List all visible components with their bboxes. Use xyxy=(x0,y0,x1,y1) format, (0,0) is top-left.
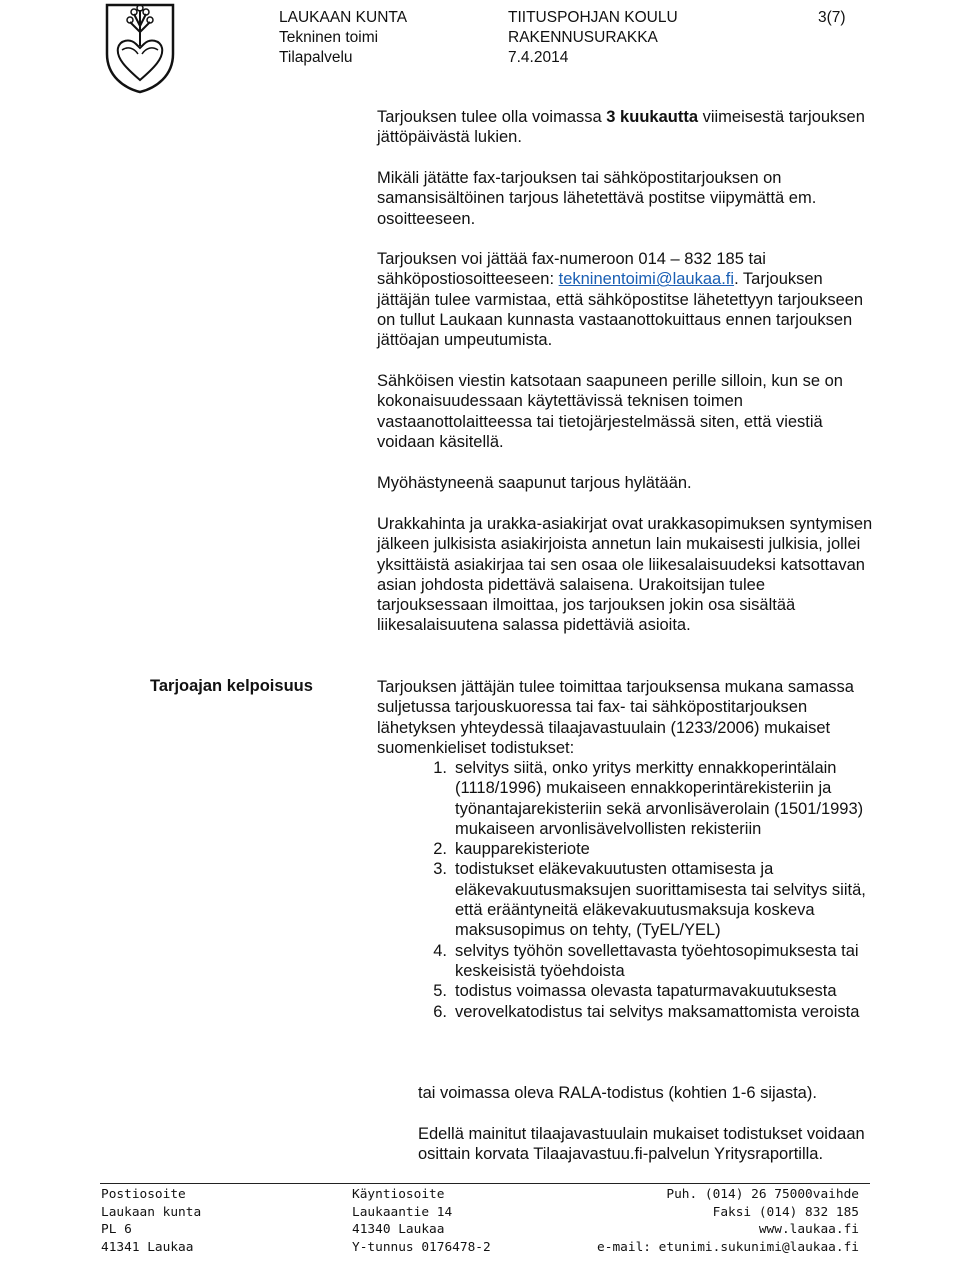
list-item: 3. todistukset eläkevakuutusten ottamisesta ja eläkevakuutusmaksujen suorittamisesta tai selvitys siitä, että erääntyneitä eläkevakuutusmaksuja koskeva maksusopimus on tehty, (TyEL/YEL) xyxy=(433,860,866,940)
certificate-list xyxy=(377,758,877,1022)
email-link[interactable]: tekninentoimi@laukaa.fi xyxy=(558,270,735,289)
list-item: 4. selvitys työhön sovellettavasta työehtosopimuksesta tai keskeisistä työehdoista xyxy=(433,941,859,980)
qualification-intro: Tarjouksen jättäjän tulee toimittaa tarjouksensa mukana samassa suljetussa tarjouskuoressa tai fax- tai sähköpostitarjouksen lähetyksen yhteydessä tilaajavastuulain (1233/2006) mukaiset suomenkieliset todistukset: xyxy=(377,678,854,757)
footer-website[interactable]: www.laukaa.fi xyxy=(758,1222,859,1237)
list-item: 1. selvitys siitä, onko yritys merkitty ennakkoperintälain (1118/1996) mukaiseen ennakkoperintärekisteriin ja työnantajarekisteriin sekä arvonlisäverolain (1501/1993) mukaiseen arvonlisävelvollisten rekisteriin xyxy=(433,759,864,838)
header-unit: Tilapalvelu xyxy=(279,49,353,66)
list-item: 5. todistus voimassa olevasta tapaturmavakuutuksesta xyxy=(433,982,837,1001)
confidentiality-paragraph: Urakkahinta ja urakka-asiakirjat ovat urakkasopimuksen syntymisen jälkeen julkisista asiakirjoista annetun lain mukaisesti julkisia, jollei yksittäistä asiakirjaa tai sen osaa ole liikesalaisuudeksi katsottavan asian johdosta pidettävä salaisena. Urakoitsijan tulee tarjouksessaan ilmoittaa, jos tarjouksen jokin osa sisältää liikesalaisuutena salassa pidettäviä asioita. xyxy=(377,515,873,635)
fax-email-paragraph: Mikäli jätätte fax-tarjouksen tai sähköpostitarjouksen on samansisältöinen tarjous lähetettävä postitse viipymättä em. osoitteeseen. xyxy=(377,169,817,228)
header-contract-type: RAKENNUSURAKKA xyxy=(508,29,658,46)
late-bid-paragraph: Myöhästyneenä saapunut tarjous hylätään. xyxy=(377,474,692,492)
footer-fax: Faksi (014) 832 185 xyxy=(712,1204,859,1220)
municipal-coat-of-arms-logo xyxy=(104,2,176,94)
list-item: 2. kaupparekisteriote xyxy=(433,840,590,859)
tilaajavastuu-note: Edellä mainitut tilaajavastuulain mukaiset todistukset voidaan osittain korvata Tilaajavastuu.fi-palvelun Yritysraportilla. xyxy=(418,1125,865,1164)
header-project-name: TIITUSPOHJAN KOULU xyxy=(508,9,678,26)
page-number: 3(7) xyxy=(818,9,846,26)
list-item: 6. verovelkatodistus tai selvitys maksamattomista veroista xyxy=(433,1002,860,1021)
footer-contact xyxy=(597,1186,859,1256)
header-project xyxy=(508,8,678,68)
header-organization xyxy=(279,8,407,68)
header-date: 7.4.2014 xyxy=(508,49,569,66)
header-org-name: LAUKAAN KUNTA xyxy=(279,9,408,26)
validity-paragraph: Tarjouksen tulee olla voimassa 3 kuukautta viimeisestä tarjouksen jättöpäivästä lukien. xyxy=(377,108,865,147)
footer-phone: Puh. (014) 26 75000vaihde xyxy=(666,1187,859,1202)
rala-note: tai voimassa oleva RALA-todistus (kohtien 1-6 sijasta). xyxy=(418,1084,817,1102)
footer-visiting-address: Käyntiosoite Laukaantie 14 41340 Laukaa Y-tunnus 0176478-2 xyxy=(352,1187,491,1255)
footer-postal-address: Postiosoite Laukaan kunta PL 6 41341 Laukaa xyxy=(101,1187,202,1255)
header-department: Tekninen toimi xyxy=(279,29,379,46)
submission-paragraph: Tarjouksen voi jättää fax-numeroon 014 – 832 185 tai sähköpostiosoitteeseen: tekninentoimi@laukaa.fi. Tarjouksen jättäjän tulee varmistaa, että sähköpostitse lähetettyyn tarjoukseen on tullut Laukaan kunnasta vastaanottokuittaus ennen tarjouksen jättöajan umpeutumista. xyxy=(377,250,864,350)
footer-divider xyxy=(100,1183,870,1184)
footer-email[interactable]: e-mail: etunimi.sukunimi@laukaa.fi xyxy=(597,1239,859,1255)
electronic-message-paragraph: Sähköisen viestin katsotaan saapuneen perille silloin, kun se on kokonaisuudessaan käytettävissä teknisen toimen vastaanottolaitteessa tai tietojärjestelmässä siten, että viestiä voidaan käsitellä. xyxy=(377,372,843,451)
validity-period: 3 kuukautta xyxy=(606,108,698,126)
section-heading: Tarjoajan kelpoisuus xyxy=(150,677,313,695)
